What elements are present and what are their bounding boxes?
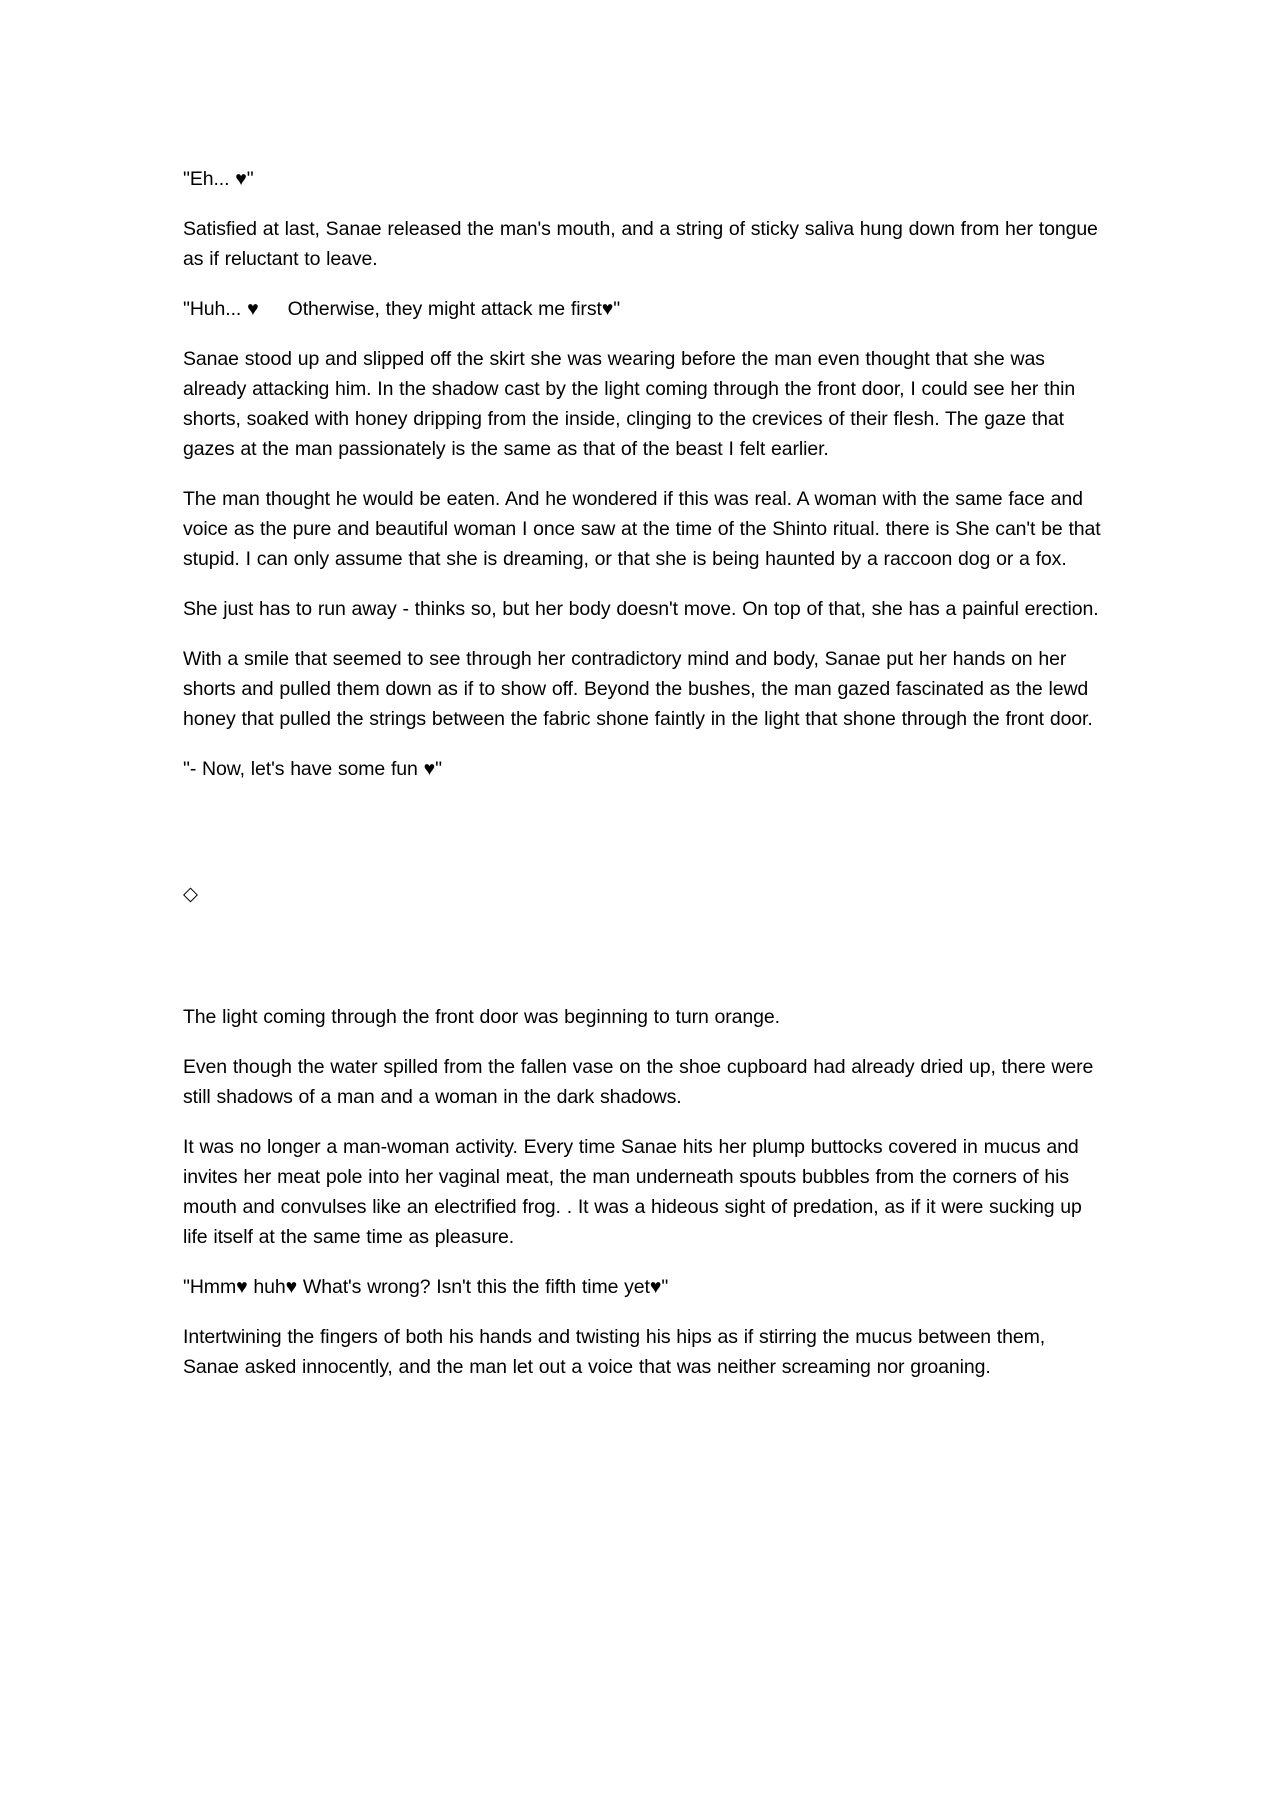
scene-break-diamond-icon: ◇ bbox=[183, 883, 198, 905]
paragraph: Satisfied at last, Sanae released the man's mouth, and a string of sticky saliva hung down from her tongue as if reluctant to leave. bbox=[183, 218, 1104, 270]
paragraph: Sanae stood up and slipped off the skirt she was wearing before the man even thought that she was already attacking him. In the shadow cast by the light coming through the front door, I could see her thin shorts, soaked with honey dripping from the inside, clinging to the crevices of their flesh. The gaze that gazes at the man passionately is the same as that of the beast I felt earlier. bbox=[183, 348, 1081, 460]
dialogue-paragraph: "Eh... ♥" bbox=[183, 168, 254, 190]
paragraph: Intertwining the fingers of both his hands and twisting his hips as if stirring the mucus between them, Sanae asked innocently, and the man let out a voice that was neither screaming nor groaning. bbox=[183, 1326, 1051, 1378]
paragraph: It was no longer a man-woman activity. Every time Sanae hits her plump buttocks covered in mucus and invites her meat pole into her vaginal meat, the man underneath spouts bubbles from the corners of his mouth and convulses like an electrified frog. . It was a hideous sight of predation, as if it were sucking up life itself at the same time as pleasure. bbox=[183, 1136, 1088, 1248]
paragraph: The light coming through the front door was beginning to turn orange. bbox=[183, 1006, 780, 1028]
paragraph: With a smile that seemed to see through her contradictory mind and body, Sanae put her hands on her shorts and pulled them down as if to show off. Beyond the bushes, the man gazed fascinated as the lewd honey that pulled the strings between the fabric shone faintly in the light that shone through the front door. bbox=[183, 648, 1095, 730]
paragraph: Even though the water spilled from the fallen vase on the shoe cupboard had already dried up, there were still shadows of a man and a woman in the dark shadows. bbox=[183, 1056, 1100, 1108]
dialogue-paragraph: "Huh... ♥ Otherwise, they might attack me first♥" bbox=[183, 298, 621, 320]
dialogue-paragraph: "Hmm♥ huh♥ What's wrong? Isn't this the fifth time yet♥" bbox=[183, 1276, 669, 1298]
paragraph: She just has to run away - thinks so, but her body doesn't move. On top of that, she has a painful erection. bbox=[183, 598, 1099, 620]
paragraph: The man thought he would be eaten. And he wondered if this was real. A woman with the same face and voice as the pure and beautiful woman I once saw at the time of the Shinto ritual. there is She can't be that stupid. I can only assume that she is dreaming, or that she is being haunted by a raccoon dog or a fox. bbox=[183, 488, 1107, 570]
dialogue-paragraph: "- Now, let's have some fun ♥" bbox=[183, 758, 442, 780]
document-content bbox=[183, 164, 1107, 1402]
